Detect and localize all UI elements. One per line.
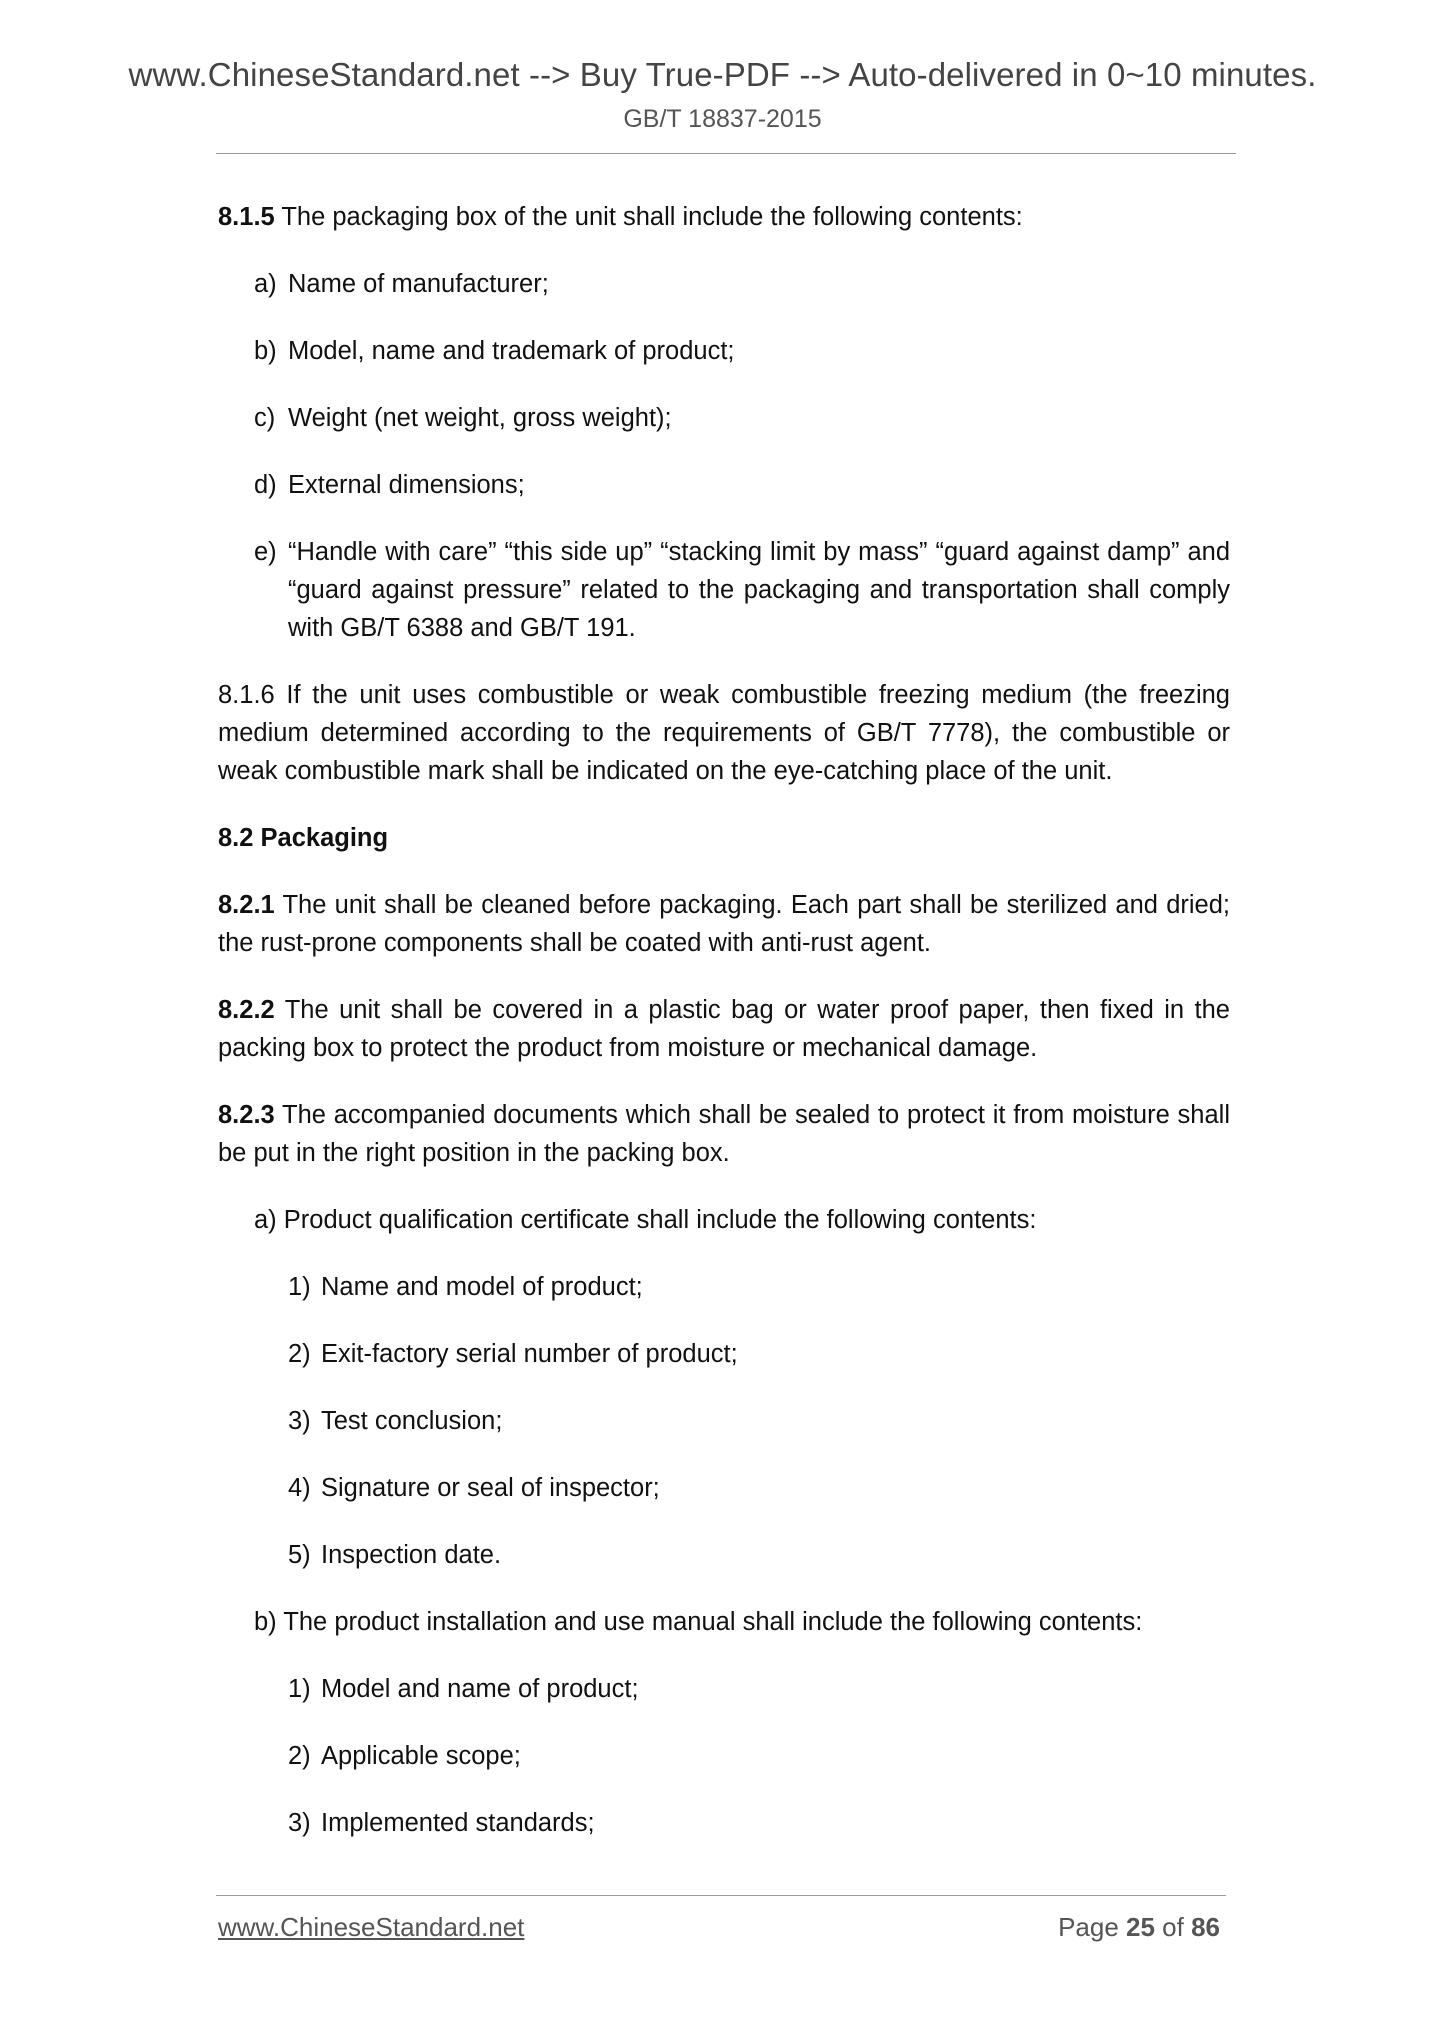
list-marker: 1) <box>288 1675 311 1703</box>
list-item <box>218 466 1230 504</box>
clause-number: 8.2.2 <box>218 996 275 1024</box>
list-marker: 2) <box>288 1340 311 1368</box>
list-text: Inspection date. <box>321 1541 502 1569</box>
list-item <box>218 1402 1230 1440</box>
list-item <box>218 1469 1230 1507</box>
list-marker: e) <box>254 538 277 566</box>
list-text: External dimensions; <box>288 471 525 499</box>
list-text: Name and model of product; <box>321 1273 643 1301</box>
clause-number: 8.1.5 <box>218 203 275 231</box>
list-marker: 2) <box>288 1742 311 1770</box>
section-heading-8-2 <box>218 819 1230 857</box>
page-content <box>218 198 1230 1871</box>
footer-divider <box>216 1895 1226 1896</box>
list-item <box>218 399 1230 437</box>
clause-text: The unit shall be cleaned before packaging. Each part shall be sterilized and dried; the rust-prone components shall be coated with anti-rust agent. <box>218 891 1230 957</box>
list-marker: 4) <box>288 1474 311 1502</box>
clause-8-1-6: 8.1.6 If the unit uses combustible or weak combustible freezing medium (the freezing medium determined according to the requirements of GB/T 7778), the combustible or weak combustible mark shall be indicated on the eye-catching place of the unit. <box>218 681 1230 785</box>
clause-8-2-2 <box>218 991 1230 1067</box>
list-marker: c) <box>254 404 276 432</box>
list-item <box>218 1268 1230 1306</box>
clause-number: 8.2.1 <box>218 891 275 919</box>
clause-text: The packaging box of the unit shall include the following contents: <box>274 203 1023 231</box>
list-text: Signature or seal of inspector; <box>321 1474 660 1502</box>
clause-number: 8.2.3 <box>218 1101 275 1129</box>
header-link-line[interactable]: www.ChineseStandard.net --> Buy True-PDF --> Auto-delivered in 0~10 minutes. <box>128 56 1317 93</box>
page-separator: of <box>1154 1912 1192 1942</box>
footer-link[interactable]: www.ChineseStandard.net <box>218 1912 525 1942</box>
page-prefix: Page <box>1058 1912 1127 1942</box>
list-marker: 5) <box>288 1541 311 1569</box>
sublist-heading-b: b) The product installation and use manual shall include the following contents: <box>254 1608 1143 1636</box>
list-marker: d) <box>254 471 277 499</box>
list-text: Implemented standards; <box>321 1809 595 1837</box>
list-item <box>218 1335 1230 1373</box>
clause-8-1-5 <box>218 198 1230 236</box>
list-text: Applicable scope; <box>321 1742 521 1770</box>
clause-8-2-3 <box>218 1096 1230 1172</box>
list-marker: a) <box>254 270 277 298</box>
header-standard-id: GB/T 18837-2015 <box>623 105 822 133</box>
page-number <box>1058 1912 1220 1943</box>
list-marker: 3) <box>288 1407 311 1435</box>
page-current: 25 <box>1126 1912 1155 1942</box>
list-marker: 1) <box>288 1273 311 1301</box>
list-item <box>218 1536 1230 1574</box>
list-marker: b) <box>254 337 277 365</box>
list-text: Exit-factory serial number of product; <box>321 1340 738 1368</box>
list-text: “Handle with care” “this side up” “stacking limit by mass” “guard against damp” and “guard against pressure” related to the packaging and transportation shall comply with GB/T 6388 and GB/T 191. <box>288 538 1230 642</box>
clause-8-2-1 <box>218 886 1230 962</box>
list-item <box>218 332 1230 370</box>
list-text: Model, name and trademark of product; <box>288 337 735 365</box>
clause-text: The unit shall be covered in a plastic bag or water proof paper, then fixed in the packing box to protect the product from moisture or mechanical damage. <box>218 996 1230 1062</box>
list-item <box>218 1670 1230 1708</box>
list-text: Model and name of product; <box>321 1675 639 1703</box>
list-text: Name of manufacturer; <box>288 270 549 298</box>
list-text: Test conclusion; <box>321 1407 503 1435</box>
list-item <box>218 1737 1230 1775</box>
clause-text: The accompanied documents which shall be sealed to protect it from moisture shall be put in the right position in the packing box. <box>218 1101 1230 1167</box>
list-item <box>218 265 1230 303</box>
list-text: Weight (net weight, gross weight); <box>288 404 672 432</box>
list-item <box>218 533 1230 647</box>
page-total: 86 <box>1191 1912 1220 1942</box>
section-heading-text: 8.2 Packaging <box>218 824 389 852</box>
list-item <box>218 1804 1230 1842</box>
list-marker: 3) <box>288 1809 311 1837</box>
sublist-heading-a: a) Product qualification certificate shall include the following contents: <box>254 1206 1037 1234</box>
header-divider <box>216 153 1236 154</box>
